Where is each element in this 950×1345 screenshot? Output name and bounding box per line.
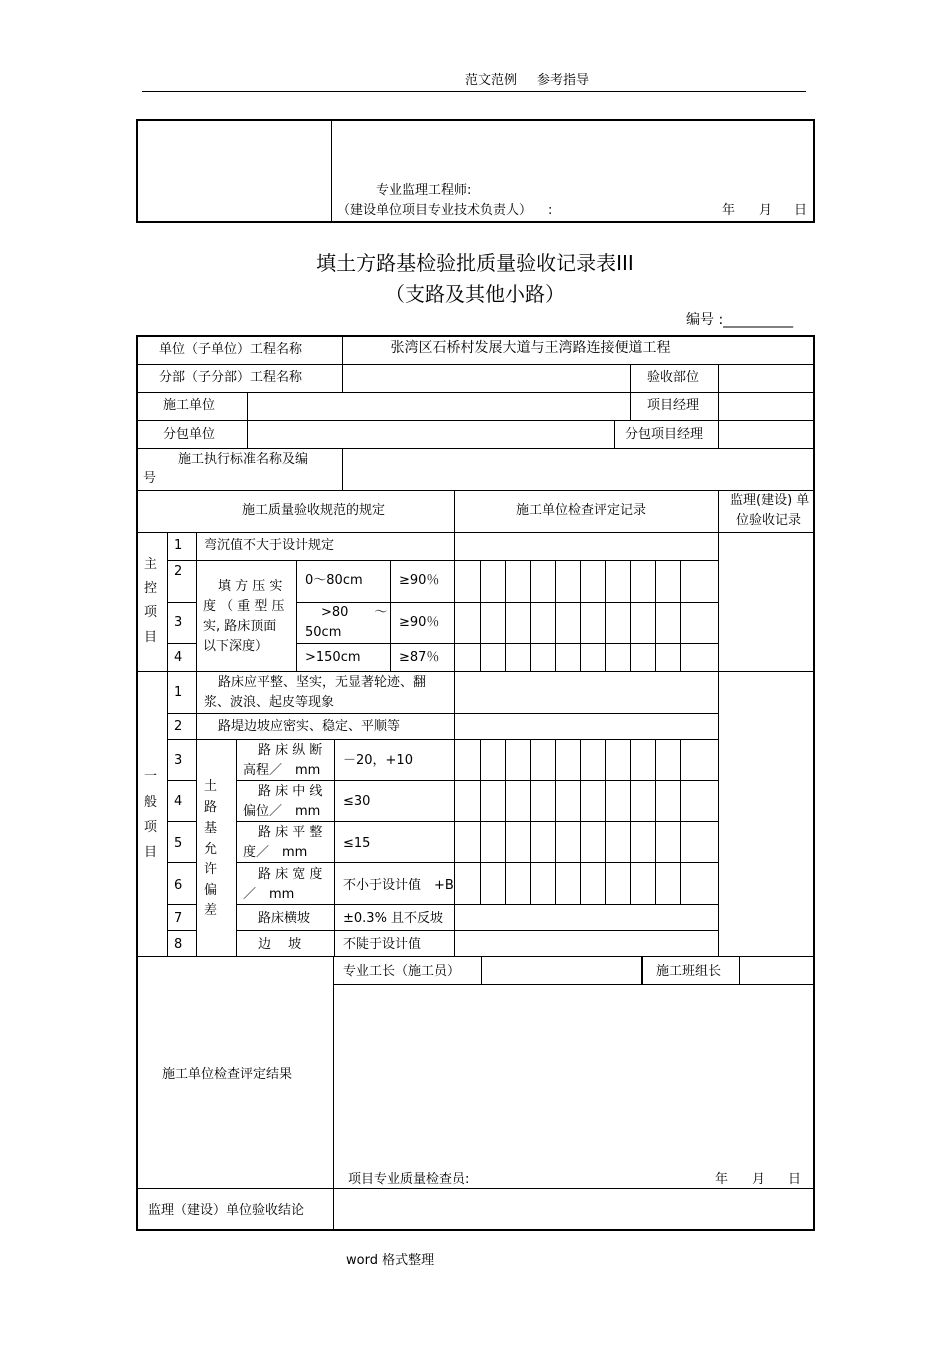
mc-item3-depth-2: 50cm xyxy=(305,625,342,640)
gen-item7-line1: 路床横坡 xyxy=(258,911,311,926)
gen-item8-line1: 边 坡 xyxy=(258,937,302,952)
gen-item1-no: 1 xyxy=(174,685,183,700)
compaction-label-3: 以下深度） xyxy=(203,639,269,654)
gen-item3-line1: 路 床 纵 断 xyxy=(258,743,323,758)
gen-item5-line1: 路 床 平 整 xyxy=(258,825,323,840)
col-record: 施工单位检查评定记录 xyxy=(516,503,647,518)
deviation-label-4: 许 xyxy=(204,862,218,877)
deviation-label-6: 差 xyxy=(204,903,218,918)
number-label: 编号 :__________ xyxy=(686,312,794,328)
mc-item1-text: 弯沉值不大于设计规定 xyxy=(204,538,335,553)
result-month: 月 xyxy=(752,1172,766,1187)
header-left: 范文范例 xyxy=(465,73,518,88)
deviation-label-2: 基 xyxy=(204,821,218,836)
mc-item3-req: ≥90％ xyxy=(399,615,440,630)
col-spec: 施工质量验收规范的规定 xyxy=(242,503,386,518)
main-control-label-3: 目 xyxy=(144,630,158,645)
eval-label: 施工单位检查评定结果 xyxy=(162,1067,293,1082)
inspector-label: 项目专业质量检查员: xyxy=(348,1172,470,1187)
deviation-label-0: 土 xyxy=(204,779,218,794)
compaction-label-0: 填 方 压 实 xyxy=(218,579,283,594)
gen-item2-text: 路堤边坡应密实、稳定、平顺等 xyxy=(218,719,401,734)
project-name-label: 单位（子单位）工程名称 xyxy=(159,342,303,357)
general-label-0: 一 xyxy=(144,769,158,784)
deviation-label-5: 偏 xyxy=(204,883,218,898)
owner-label: （建设单位项目专业技术负责人） xyxy=(337,203,533,218)
project-name-value: 张湾区石桥村发展大道与王湾路连接便道工程 xyxy=(390,340,671,356)
compaction-label-1: 度 （ 重 型 压 xyxy=(203,599,285,614)
header-rule xyxy=(142,91,806,92)
deviation-label-3: 允 xyxy=(204,842,218,857)
engineer-label: 专业监理工程师: xyxy=(376,183,472,198)
main-table xyxy=(136,335,815,1231)
result-day: 日 xyxy=(788,1172,802,1187)
main-control-label-0: 主 xyxy=(144,557,158,572)
supervisor-conclusion-label: 监理（建设）单位验收结论 xyxy=(148,1203,305,1218)
compaction-label-2: 实, 路床顶面 xyxy=(203,619,277,634)
gen-item7-no: 7 xyxy=(174,911,183,926)
team-leader-label: 施工班组长 xyxy=(656,964,722,979)
deviation-label-1: 路 xyxy=(204,800,218,815)
top-day: 日 xyxy=(794,203,808,218)
mc-item4-req: ≥87％ xyxy=(399,650,440,665)
main-control-label-2: 项 xyxy=(144,605,158,620)
project-manager-label: 项目经理 xyxy=(647,398,700,413)
gen-item5-tol: ≤15 xyxy=(343,836,371,851)
mc-item3-depth-1: >80 ～ xyxy=(321,605,388,620)
gen-item4-line1: 路 床 中 线 xyxy=(258,784,323,799)
subcontract-manager-label: 分包项目经理 xyxy=(625,427,704,442)
mc-item2-depth: 0～80cm xyxy=(305,573,363,588)
gen-item3-line2: 高程／ mm xyxy=(243,763,321,778)
gen-item4-no: 4 xyxy=(174,794,183,809)
standard-label-1: 施工执行标准名称及编 xyxy=(178,452,309,467)
gen-item8-no: 8 xyxy=(174,937,183,952)
gen-item4-tol: ≤30 xyxy=(343,794,371,809)
mc-item2-req: ≥90％ xyxy=(399,573,440,588)
result-year: 年 xyxy=(715,1172,729,1187)
gen-item6-line2: ／ mm xyxy=(243,887,295,902)
acceptance-part-label: 验收部位 xyxy=(647,370,700,385)
col-supervisor-2: 位验收记录 xyxy=(736,513,802,528)
owner-colon: : xyxy=(548,203,553,218)
mc-item3-no: 3 xyxy=(174,615,183,630)
page-title: 填土方路基检验批质量验收记录表III xyxy=(316,251,634,275)
gen-item3-no: 3 xyxy=(174,753,183,768)
general-label-1: 般 xyxy=(144,795,158,810)
top-month: 月 xyxy=(759,203,773,218)
gen-item7-tol: ±0.3% 且不反坡 xyxy=(343,911,444,926)
gen-item5-line2: 度／ mm xyxy=(243,845,308,860)
construction-unit-label: 施工单位 xyxy=(163,398,216,413)
gen-item1-line2: 浆、波浪、起皮等现象 xyxy=(204,695,335,710)
foreman-label: 专业工长（施工员） xyxy=(343,964,461,979)
footer-text: word 格式整理 xyxy=(346,1253,435,1268)
gen-item4-line2: 偏位／ mm xyxy=(243,804,321,819)
standard-label-2: 号 xyxy=(143,471,157,486)
mc-item2-no: 2 xyxy=(174,564,183,579)
general-label-2: 项 xyxy=(144,820,158,835)
gen-item3-tol: －20，+10 xyxy=(343,753,413,768)
page-subtitle: （支路及其他小路） xyxy=(385,282,565,306)
main-control-label-1: 控 xyxy=(144,581,158,596)
gen-item2-no: 2 xyxy=(174,719,183,734)
gen-item8-tol: 不陡于设计值 xyxy=(343,937,422,952)
gen-item6-no: 6 xyxy=(174,878,183,893)
mc-item1-no: 1 xyxy=(174,538,183,553)
gen-item6-line1: 路 床 宽 度 xyxy=(258,867,323,882)
gen-item6-tol: 不小于设计值 +B xyxy=(343,878,454,893)
header-right: 参考指导 xyxy=(537,73,590,88)
mc-item4-depth: >150cm xyxy=(305,650,361,665)
general-label-3: 目 xyxy=(144,845,158,860)
col-supervisor-1: 监理(建设) 单 xyxy=(730,493,810,508)
gen-item5-no: 5 xyxy=(174,836,183,851)
sub-project-label: 分部（子分部）工程名称 xyxy=(159,370,303,385)
gen-item1-line1: 路床应平整、坚实，无显著轮迹、翻 xyxy=(218,675,427,690)
top-year: 年 xyxy=(722,203,736,218)
subcontract-unit-label: 分包单位 xyxy=(163,427,216,442)
mc-item4-no: 4 xyxy=(174,650,183,665)
